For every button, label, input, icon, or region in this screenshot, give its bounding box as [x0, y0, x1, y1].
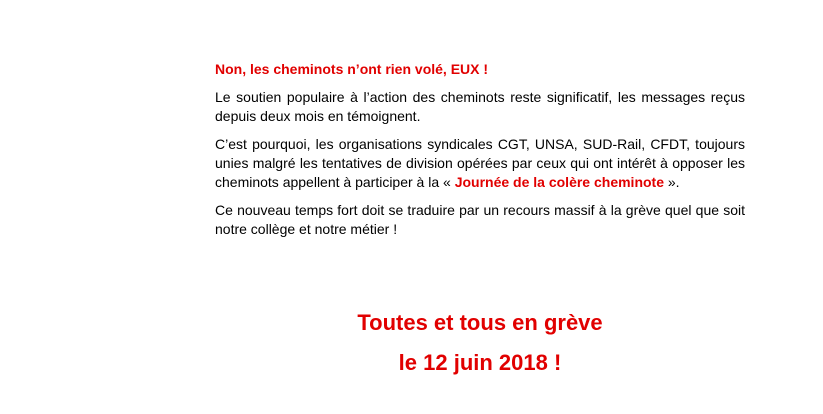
highlight-journee: Journée de la colère cheminote	[454, 174, 664, 190]
paragraph-strike: Ce nouveau temps fort doit se traduire par un recours massif à la grève quel que soit notre collège et notre métier !	[215, 202, 745, 237]
strike-callout	[250, 303, 710, 383]
article-heading: Non, les cheminots n’ont rien volé, EUX !	[215, 61, 489, 77]
paragraph-unions-end: ».	[664, 174, 680, 190]
callout-line-2: le 12 juin 2018 !	[398, 350, 562, 375]
callout-line-1: Toutes et tous en grève	[357, 310, 603, 335]
paragraph-unions-text: C’est pourquoi, les organisations syndicales CGT, UNSA, SUD-Rail, CFDT, toujours unies malgré les tentatives de division opérées par ceux qui ont intérêt à opposer les cheminots appellent à participer à la «	[215, 136, 745, 190]
article-body	[215, 60, 745, 248]
paragraph-unions	[215, 135, 745, 192]
paragraph-support: Le soutien populaire à l’action des cheminots reste significatif, les messages reçus depuis deux mois en témoignent.	[215, 89, 745, 124]
